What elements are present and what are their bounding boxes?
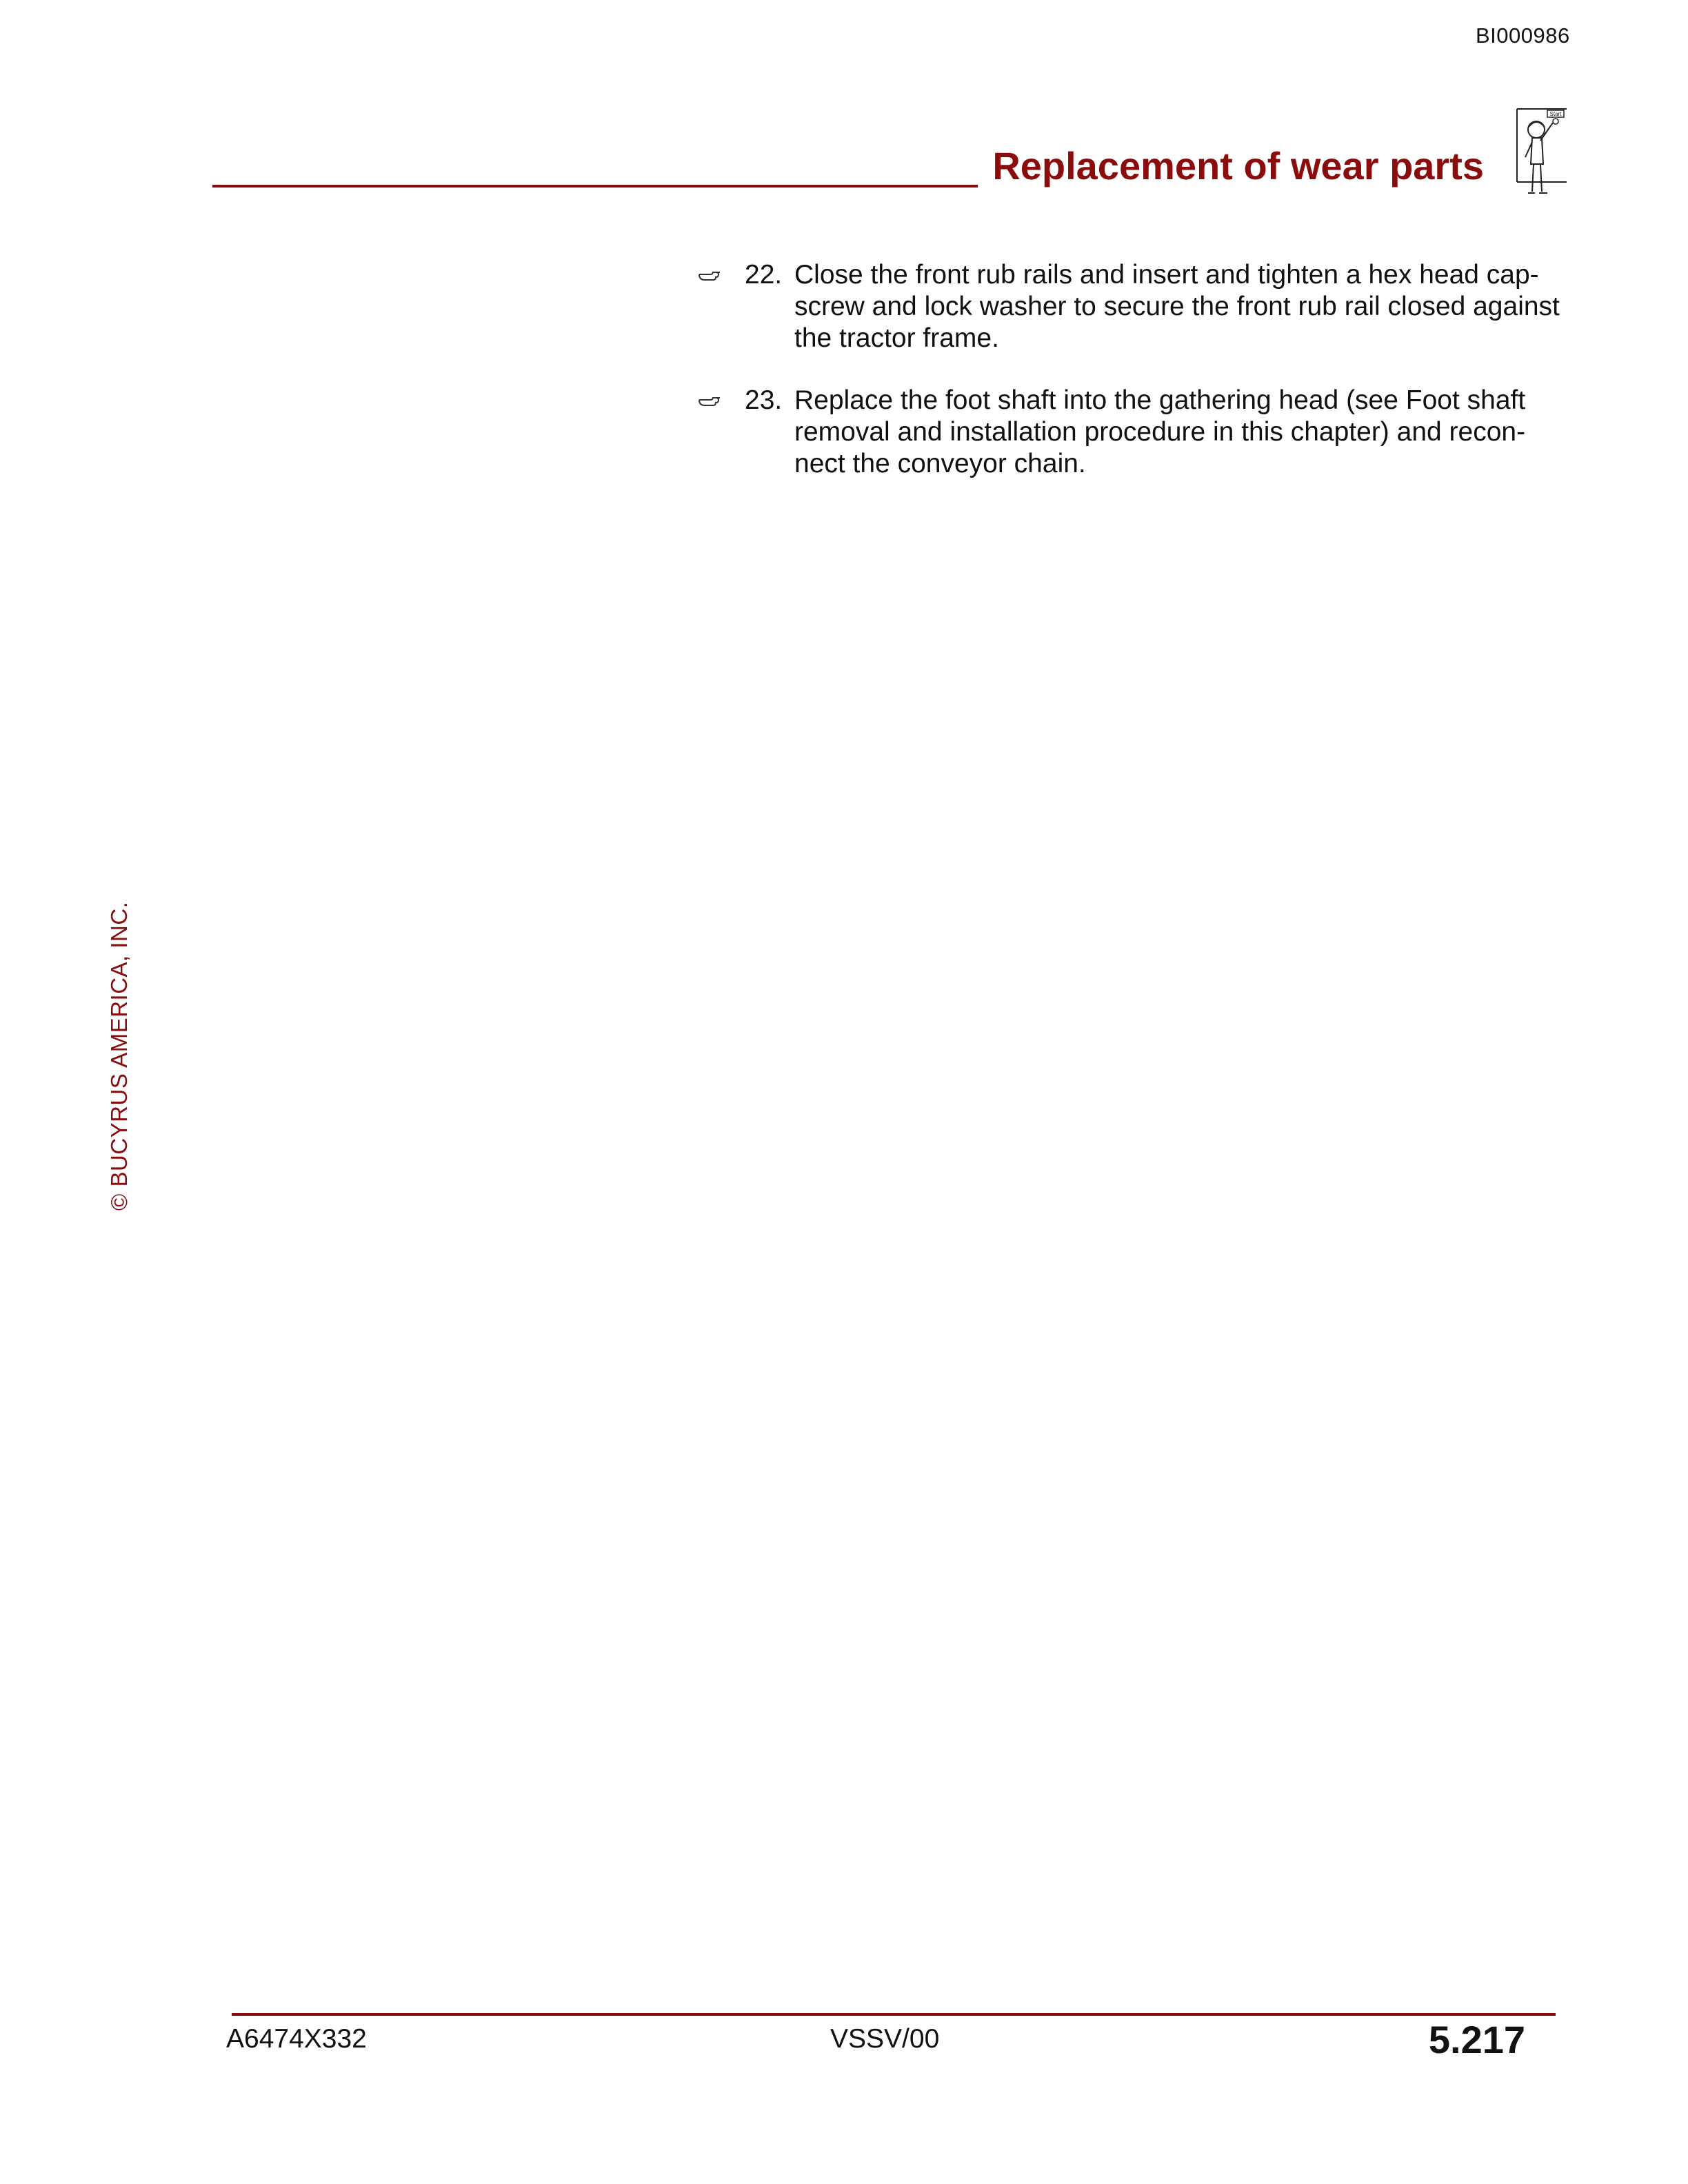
pointing-hand-icon (698, 267, 721, 283)
title-rule (212, 185, 978, 188)
step-item (690, 259, 1572, 354)
document-id: BI000986 (1476, 23, 1570, 48)
footer-doc-number: A6474X332 (226, 2024, 367, 2054)
procedure-steps (690, 259, 1572, 510)
copyright-notice: © BUCYRUS AMERICA, INC. (106, 901, 132, 1211)
step-text: Replace the foot shaft into the gathering head (see Foot shaft removal and installation procedure in this chapter) and recon-nect the conveyor chain. (794, 385, 1526, 478)
footer-rule (232, 2013, 1556, 2016)
step-number: 23. (745, 385, 783, 415)
step-number: 22. (745, 260, 783, 290)
section-title: Replacement of wear parts (992, 144, 1484, 188)
page-number: 5.217 (1428, 2018, 1525, 2061)
step-text: Close the front rub rails and insert and tighten a hex head cap-screw and lock washer to secure the front rub rail closed against the tractor frame. (794, 260, 1560, 353)
pointing-hand-icon (698, 393, 721, 408)
start-person-icon (1507, 105, 1569, 199)
start-label: Start (1549, 111, 1562, 117)
footer-revision: VSSV/00 (830, 2024, 940, 2054)
step-item (690, 385, 1572, 480)
